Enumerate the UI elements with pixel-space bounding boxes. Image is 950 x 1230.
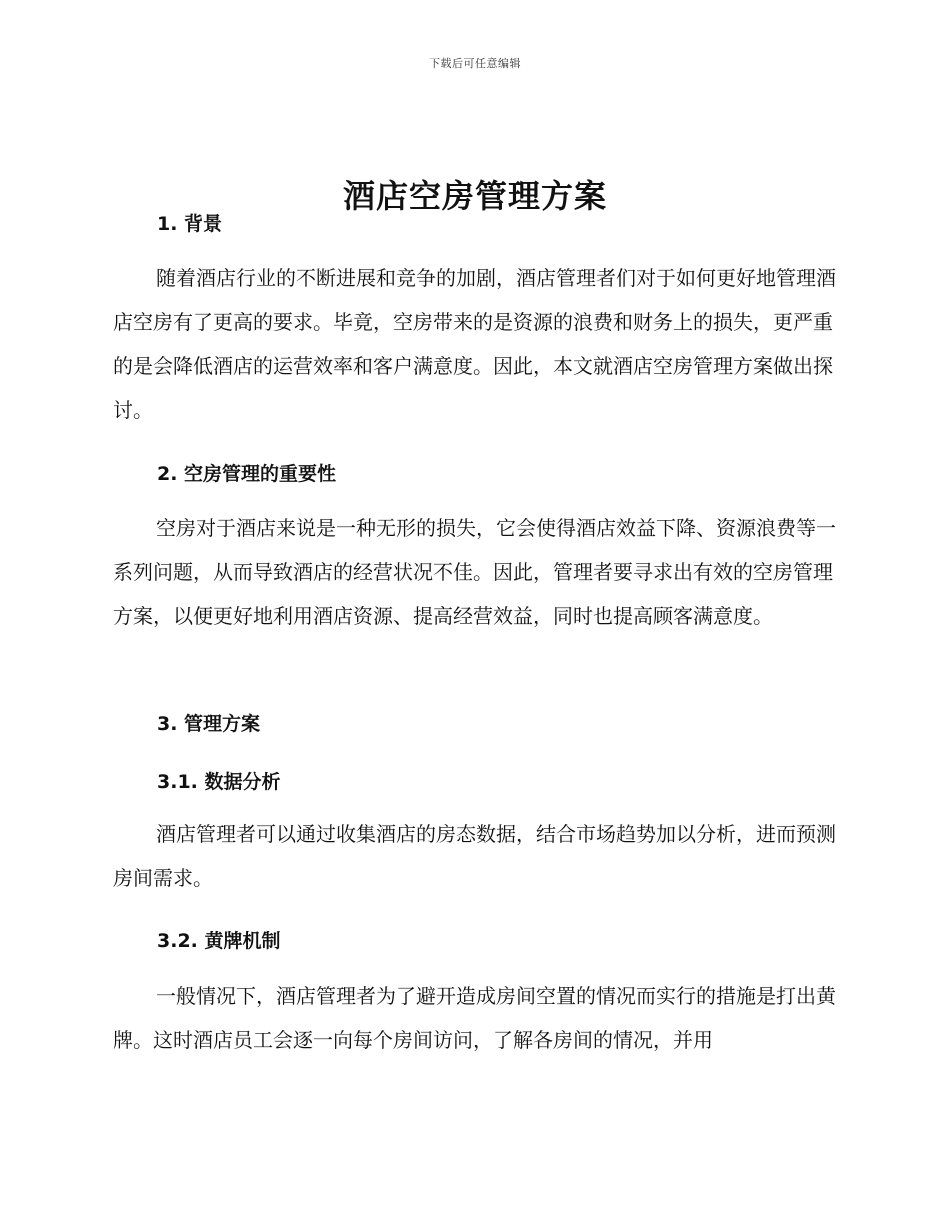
document-title: 酒店空房管理方案 (342, 177, 607, 216)
header-note: 下载后可任意编辑 (429, 57, 521, 70)
section-paragraph-yellow-card: 一般情况下，酒店管理者为了避开造成房间空置的情况而实行的措施是打出黄牌。这时酒店员工会逐一向每个房间访问，了解各房间的情况，并用 (113, 984, 836, 1052)
section-paragraph-data-analysis: 酒店管理者可以通过收集酒店的房态数据，结合市场趋势加以分析，进而预测房间需求。 (113, 822, 836, 890)
section-heading-background: 1. 背景 (157, 213, 223, 235)
section-heading-importance: 2. 空房管理的重要性 (157, 463, 337, 485)
section-heading-yellow-card: 3.2. 黄牌机制 (157, 930, 281, 952)
section-heading-plan: 3. 管理方案 (157, 713, 261, 735)
section-paragraph-background: 随着酒店行业的不断进展和竞争的加剧，酒店管理者们对于如何更好地管理酒店空房有了更高的要求。毕竟，空房带来的是资源的浪费和财务上的损失，更严重的是会降低酒店的运营效率和客户满意度。因此，本文就酒店空房管理方案做出探讨。 (113, 266, 836, 422)
section-paragraph-importance: 空房对于酒店来说是一种无形的损失，它会使得酒店效益下降、资源浪费等一系列问题，从而导致酒店的经营状况不佳。因此，管理者要寻求出有效的空房管理方案，以便更好地利用酒店资源、提高经营效益，同时也提高顾客满意度。 (113, 516, 836, 628)
section-heading-data-analysis: 3.1. 数据分析 (157, 771, 281, 793)
